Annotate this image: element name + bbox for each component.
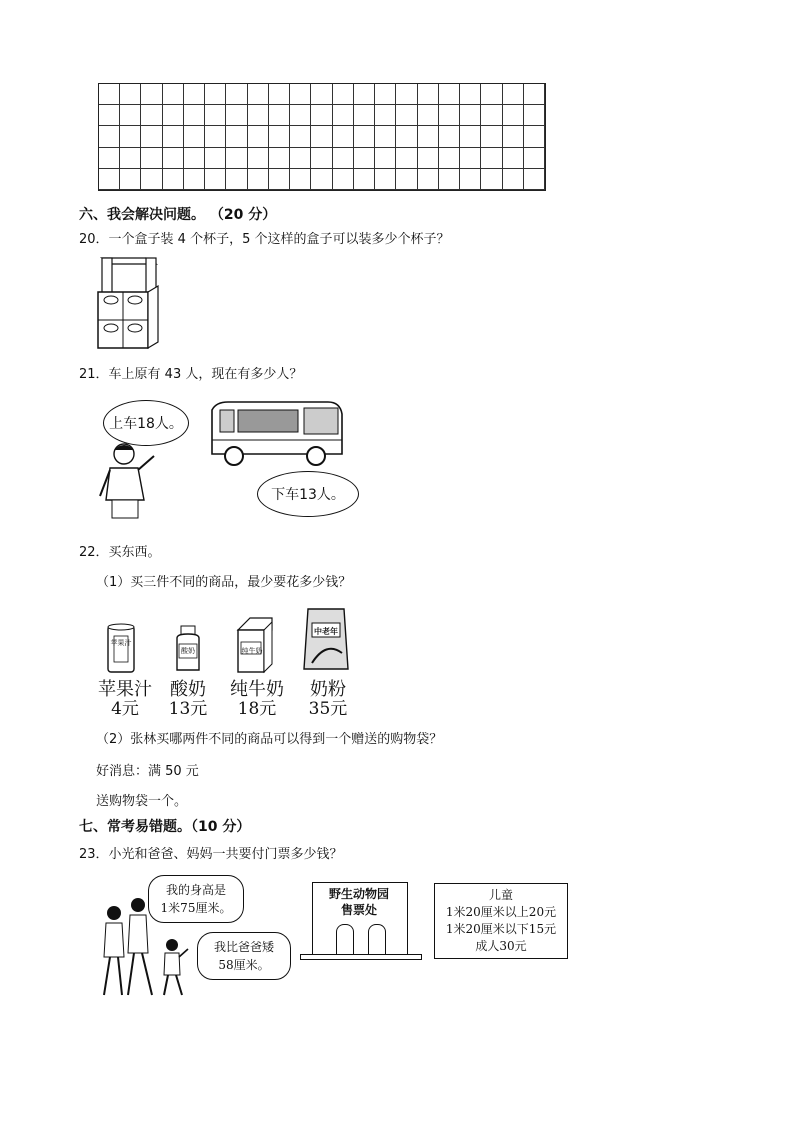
grid-cell [141, 84, 162, 105]
grid-cell [226, 84, 247, 105]
grid-cell [354, 169, 375, 190]
grid-cell [163, 84, 184, 105]
grid-cell [120, 169, 141, 190]
grid-cell [99, 126, 120, 147]
grid-cell [333, 84, 354, 105]
grid-cell [141, 126, 162, 147]
grid-cell [205, 84, 226, 105]
grid-cell [141, 148, 162, 169]
grid-cell [205, 148, 226, 169]
grid-cell [226, 126, 247, 147]
grid-cell [248, 105, 269, 126]
grid-cell [120, 105, 141, 126]
product-price-milk: 18元 [237, 699, 277, 719]
grid-cell [524, 84, 545, 105]
milk-label: 纯牛奶 [241, 647, 263, 655]
bubble-boarding: 上车18人。 [103, 400, 189, 446]
grid-cell [481, 148, 502, 169]
grid-cell [439, 84, 460, 105]
apple-juice-label: 苹果汁 [110, 639, 132, 647]
milk-powder-bag [302, 605, 350, 673]
grid-cell [418, 148, 439, 169]
apple-juice-can [106, 622, 136, 674]
grid-cell [439, 126, 460, 147]
grid-cell [481, 169, 502, 190]
grid-cell [439, 169, 460, 190]
grid-cell [503, 148, 524, 169]
booth-sign-line-1: 野生动物园 [328, 887, 389, 901]
grid-cell [99, 169, 120, 190]
price-board-title: 儿童 [488, 888, 513, 902]
booth-sign-line-2: 售票处 [340, 903, 377, 917]
cup-box-illustration [96, 252, 162, 352]
grid-cell [205, 105, 226, 126]
grid-cell [396, 148, 417, 169]
booth-base [300, 954, 422, 960]
milk-powder-label: 中老年 [314, 627, 338, 636]
grid-cell [205, 169, 226, 190]
grid-cell [163, 148, 184, 169]
bubble-dad-line-2: 1米75厘米。 [160, 901, 232, 915]
grid-cell [503, 105, 524, 126]
grid-cell [184, 105, 205, 126]
booth-sign [314, 886, 404, 918]
price-board-line-2: 1米20厘米以下15元 [445, 922, 557, 936]
grid-cell [248, 126, 269, 147]
grid-cell [163, 169, 184, 190]
promo-line-2: 送购物袋一个。 [96, 794, 188, 809]
grid-cell [375, 126, 396, 147]
promo-line-1: 好消息：满 50 元 [96, 764, 199, 779]
question-23: 23．小光和爸爸、妈妈一共要付门票多少钱？ [79, 847, 343, 862]
grid-cell [269, 148, 290, 169]
milk-carton [232, 616, 278, 674]
question-20: 20．一个盒子装 4 个杯子，5 个这样的盒子可以装多少个杯子？ [79, 232, 450, 247]
grid-cell [290, 126, 311, 147]
grid-cell [248, 148, 269, 169]
product-name-milk: 纯牛奶 [230, 679, 284, 700]
grid-cell [311, 148, 332, 169]
grid-cell [184, 169, 205, 190]
grid-cell [311, 105, 332, 126]
bus-illustration [206, 400, 346, 468]
grid-cell [290, 105, 311, 126]
grid-cell [333, 126, 354, 147]
grid-cell [120, 84, 141, 105]
grid-cell [333, 148, 354, 169]
booth-window-right [368, 924, 386, 955]
price-board [434, 883, 568, 959]
grid-cell [311, 169, 332, 190]
grid-cell [460, 126, 481, 147]
grid-cell [184, 148, 205, 169]
grid-cell [290, 169, 311, 190]
grid-cell [503, 169, 524, 190]
grid-cell [418, 84, 439, 105]
grid-cell [184, 126, 205, 147]
grid-cell [524, 148, 545, 169]
grid-cell [524, 126, 545, 147]
grid-cell [375, 105, 396, 126]
grid-cell [99, 148, 120, 169]
bubble-dad [148, 875, 244, 923]
grid-cell [418, 105, 439, 126]
grid-cell [396, 126, 417, 147]
grid-cell [290, 148, 311, 169]
grid-cell [524, 169, 545, 190]
product-name-apple-juice: 苹果汁 [98, 679, 152, 700]
bubble-kid-line-1: 我比爸爸矮 [213, 940, 274, 954]
grid-cell [226, 169, 247, 190]
grid-cell [290, 84, 311, 105]
grid-cell [354, 148, 375, 169]
grid-cell [163, 126, 184, 147]
grid-cell [269, 84, 290, 105]
grid-cell [184, 84, 205, 105]
question-22: 22．买东西。 [79, 545, 161, 560]
question-22-part2: （2）张林买哪两件不同的商品可以得到一个赠送的购物袋？ [96, 732, 443, 747]
grid-cell [311, 84, 332, 105]
grid-cell [354, 105, 375, 126]
grid-cell [354, 126, 375, 147]
grid-cell [460, 148, 481, 169]
grid-cell [375, 84, 396, 105]
grid-cell [524, 105, 545, 126]
grid-cell [120, 148, 141, 169]
product-name-yogurt: 酸奶 [170, 679, 206, 700]
question-21: 21．车上原有 43 人，现在有多少人？ [79, 367, 303, 382]
grid-cell [120, 126, 141, 147]
grid-cell [460, 105, 481, 126]
boy-figure [96, 440, 166, 522]
grid-cell [269, 126, 290, 147]
bubble-kid-line-2: 58厘米。 [218, 958, 270, 972]
bubble-kid [197, 932, 291, 980]
grid-cell [226, 105, 247, 126]
yogurt-label: 酸奶 [181, 647, 195, 655]
grid-cell [141, 169, 162, 190]
grid-cell [418, 169, 439, 190]
grid-cell [460, 84, 481, 105]
section-6-title: 六、我会解决问题。 （20 分） [79, 207, 277, 223]
grid-cell [396, 169, 417, 190]
grid-cell [99, 84, 120, 105]
grid-cell [248, 84, 269, 105]
grid-cell [163, 105, 184, 126]
section-7-title: 七、常考易错题。（10 分） [79, 819, 251, 835]
product-price-apple-juice: 4元 [111, 699, 139, 719]
grid-cell [205, 126, 226, 147]
product-name-milk-powder: 奶粉 [310, 679, 346, 700]
grid-cell [354, 84, 375, 105]
grid-cell [481, 105, 502, 126]
grid-cell [460, 169, 481, 190]
question-22-part1: （1）买三件不同的商品，最少要花多少钱？ [96, 575, 352, 590]
grid-cell [503, 84, 524, 105]
grid-cell [333, 105, 354, 126]
grid-cell [248, 169, 269, 190]
price-board-line-3: 成人30元 [475, 939, 527, 953]
grid-cell [481, 126, 502, 147]
grid-cell [396, 105, 417, 126]
grid-cell [418, 126, 439, 147]
grid-cell [396, 84, 417, 105]
booth-window-left [336, 924, 354, 955]
grid-cell [99, 105, 120, 126]
grid-cell [481, 84, 502, 105]
grid-cell [226, 148, 247, 169]
bubble-alighting: 下车13人。 [257, 471, 359, 517]
product-price-yogurt: 13元 [168, 699, 208, 719]
grid-cell [503, 126, 524, 147]
grid-cell [141, 105, 162, 126]
grid-cell [269, 169, 290, 190]
price-board-line-1: 1米20厘米以上20元 [445, 905, 557, 919]
grid-cell [311, 126, 332, 147]
bubble-dad-line-1: 我的身高是 [165, 883, 226, 897]
writing-grid [98, 83, 546, 191]
grid-cell [439, 148, 460, 169]
grid-cell [375, 169, 396, 190]
product-price-milk-powder: 35元 [308, 699, 348, 719]
grid-cell [375, 148, 396, 169]
grid-cell [439, 105, 460, 126]
grid-cell [333, 169, 354, 190]
grid-cell [269, 105, 290, 126]
